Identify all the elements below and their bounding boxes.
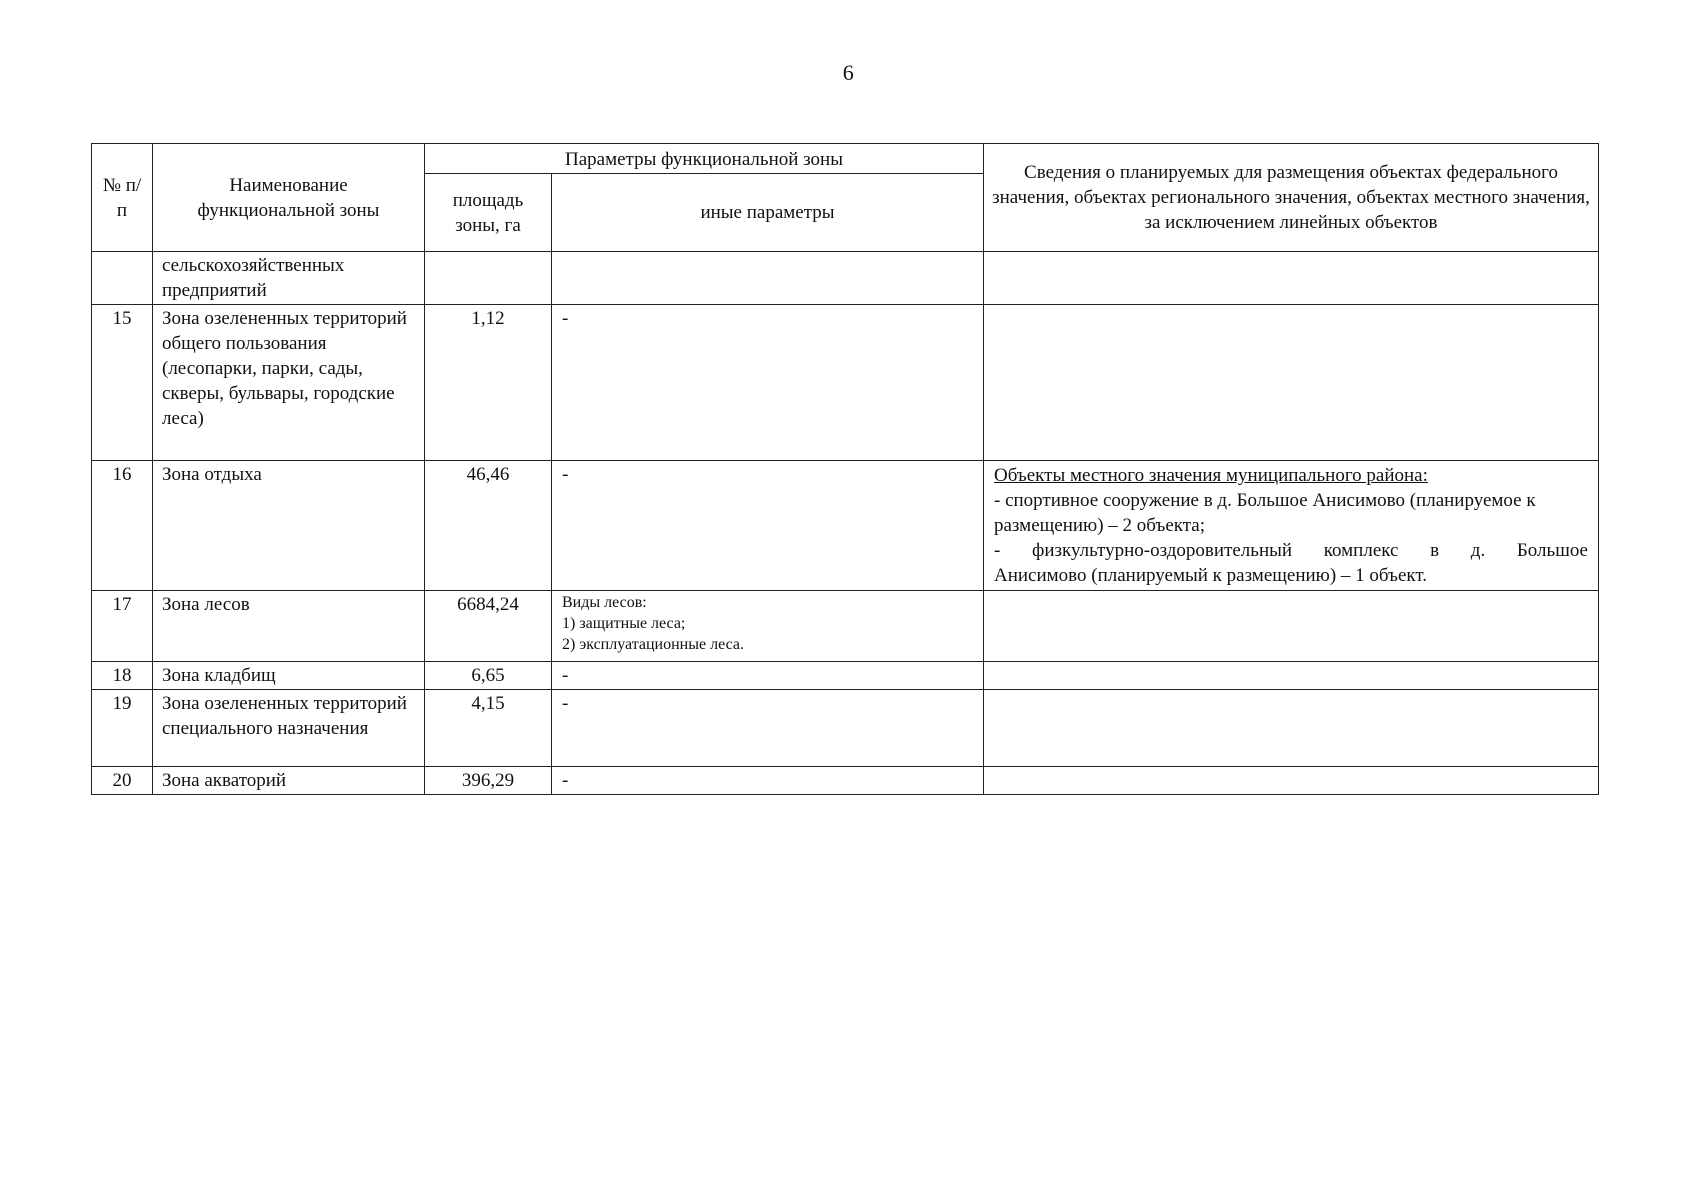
row-area: 6684,24 <box>425 591 552 662</box>
table-row <box>92 690 1599 767</box>
row-name: Зона кладбищ <box>153 662 425 690</box>
row-name: сельскохозяйственных предприятий <box>153 252 425 305</box>
row-num: 15 <box>92 305 153 461</box>
row-name: Зона лесов <box>153 591 425 662</box>
row-objects <box>984 252 1599 305</box>
row-area: 6,65 <box>425 662 552 690</box>
row-name: Зона озелененных территорий общего пользования (лесопарки, парки, сады, скверы, бульвары, городские леса) <box>153 305 425 461</box>
row-objects <box>984 690 1599 767</box>
header-area: площадь зоны, га <box>425 174 552 252</box>
table-row <box>92 252 1599 305</box>
row-name: Зона отдыха <box>153 461 425 591</box>
row-num: 17 <box>92 591 153 662</box>
row-objects <box>984 591 1599 662</box>
table-row <box>92 767 1599 795</box>
row-other-params: - <box>552 767 984 795</box>
row-area: 1,12 <box>425 305 552 461</box>
row-num <box>92 252 153 305</box>
row-other-params: - <box>552 305 984 461</box>
table-row <box>92 662 1599 690</box>
row-objects <box>984 305 1599 461</box>
row-name: Зона озелененных территорий специального назначения <box>153 690 425 767</box>
row-other-params: - <box>552 461 984 591</box>
row-objects <box>984 767 1599 795</box>
row-area: 46,46 <box>425 461 552 591</box>
row-area: 4,15 <box>425 690 552 767</box>
row-num: 16 <box>92 461 153 591</box>
row-objects <box>984 662 1599 690</box>
objects-heading: Объекты местного значения муниципального района: <box>994 465 1428 486</box>
objects-item: - спортивное сооружение в д. Большое Анисимово (планируемое к размещению) – 2 объекта; <box>994 490 1536 536</box>
table-row <box>92 591 1599 662</box>
row-num: 18 <box>92 662 153 690</box>
row-area: 396,29 <box>425 767 552 795</box>
header-other-params: иные параметры <box>552 174 984 252</box>
row-objects <box>984 461 1599 591</box>
row-area <box>425 252 552 305</box>
row-other-params <box>552 252 984 305</box>
objects-item: - физкультурно-оздоровительный комплекс в д. Большое <box>994 540 1588 561</box>
table-row <box>92 305 1599 461</box>
row-other-params: - <box>552 662 984 690</box>
functional-zones-table <box>91 143 1599 795</box>
table-header-row <box>92 144 1599 174</box>
forest-types-title: Виды лесов: <box>562 594 647 611</box>
row-other-params <box>552 591 984 662</box>
forest-type-item: 1) защитные леса; <box>562 615 686 632</box>
forest-type-item: 2) эксплуатационные леса. <box>562 636 744 653</box>
header-params-group: Параметры функциональной зоны <box>425 144 984 174</box>
row-name: Зона акваторий <box>153 767 425 795</box>
header-num: № п/п <box>92 144 153 252</box>
row-num: 20 <box>92 767 153 795</box>
row-num: 19 <box>92 690 153 767</box>
page-number: 6 <box>842 60 855 85</box>
header-name: Наименование функциональной зоны <box>153 144 425 252</box>
table-row <box>92 461 1599 591</box>
row-other-params: - <box>552 690 984 767</box>
header-objects: Сведения о планируемых для размещения объектах федерального значения, объектах регионального значения, объектах местного значения, за исключением линейных объектов <box>984 144 1599 252</box>
objects-item-continued: Анисимово (планируемый к размещению) – 1 объект. <box>994 565 1427 586</box>
